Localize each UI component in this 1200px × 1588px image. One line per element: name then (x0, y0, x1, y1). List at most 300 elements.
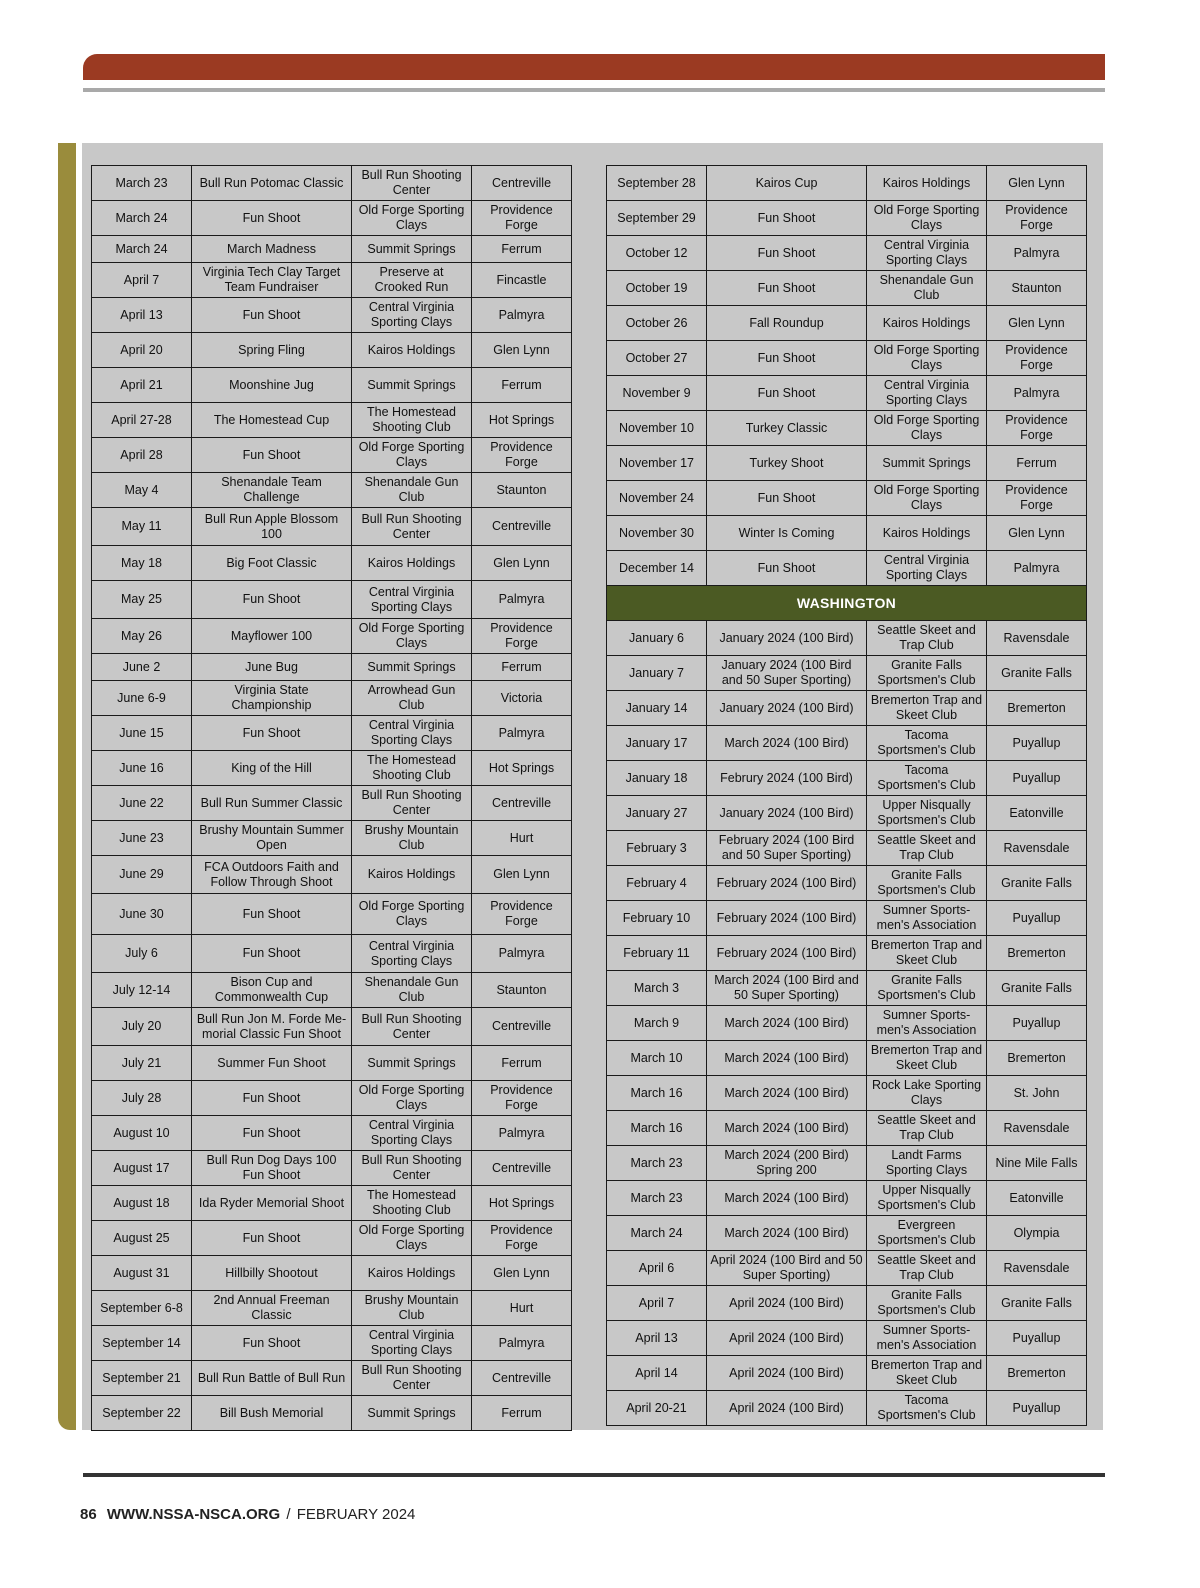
event-city: Staunton (987, 271, 1087, 306)
event-club: Bremerton Trap and Skeet Club (867, 691, 987, 726)
table-row (92, 1221, 572, 1256)
event-name: Bull Run Apple Blossom 100 (192, 508, 352, 546)
event-club: Preserve at Crooked Run (352, 263, 472, 298)
event-date: July 28 (92, 1081, 192, 1116)
event-name: Fun Shoot (707, 271, 867, 306)
table-row (92, 236, 572, 263)
event-date: August 10 (92, 1116, 192, 1151)
event-date: September 28 (607, 166, 707, 201)
event-city: Nine Mile Falls (987, 1146, 1087, 1181)
event-name: Fun Shoot (192, 201, 352, 236)
event-name: Bison Cup and Commonwealth Cup (192, 973, 352, 1008)
event-city: Glen Lynn (987, 516, 1087, 551)
event-city: Glen Lynn (472, 546, 572, 581)
event-name: Fun Shoot (192, 438, 352, 473)
event-name: Ida Ryder Memorial Shoot (192, 1186, 352, 1221)
event-name: Fun Shoot (192, 1116, 352, 1151)
event-city: Puyallup (987, 1006, 1087, 1041)
table-row (92, 263, 572, 298)
event-date: March 9 (607, 1006, 707, 1041)
table-row (607, 1356, 1087, 1391)
event-name: April 2024 (100 Bird) (707, 1391, 867, 1426)
event-city: Providence Forge (472, 438, 572, 473)
event-club: Shenandale Gun Club (867, 271, 987, 306)
table-row (92, 821, 572, 856)
event-name: April 2024 (100 Bird) (707, 1356, 867, 1391)
table-row (92, 894, 572, 935)
event-date: January 6 (607, 621, 707, 656)
event-club: Evergreen Sportsmen's Club (867, 1216, 987, 1251)
event-city: Bremerton (987, 1041, 1087, 1076)
header-color-bar (83, 54, 1105, 80)
event-name: March Madness (192, 236, 352, 263)
event-club: Old Forge Sporting Clays (352, 894, 472, 935)
page-footer (80, 1506, 415, 1523)
table-row (607, 1391, 1087, 1426)
event-name: Bull Run Jon M. Forde Me-morial Classic Fun Shoot (192, 1008, 352, 1046)
table-row (92, 403, 572, 438)
event-city: Hurt (472, 821, 572, 856)
event-name: Big Foot Classic (192, 546, 352, 581)
event-date: June 23 (92, 821, 192, 856)
event-name: Hillbilly Shootout (192, 1256, 352, 1291)
event-city: Bremerton (987, 1356, 1087, 1391)
event-club: Old Forge Sporting Clays (352, 201, 472, 236)
table-row (92, 1008, 572, 1046)
event-date: August 18 (92, 1186, 192, 1221)
event-city: Providence Forge (472, 619, 572, 654)
event-club: Central Virginia Sporting Clays (352, 298, 472, 333)
event-date: October 27 (607, 341, 707, 376)
event-club: Central Virginia Sporting Clays (867, 236, 987, 271)
event-name: The Homestead Cup (192, 403, 352, 438)
event-date: December 14 (607, 551, 707, 586)
table-row (607, 376, 1087, 411)
table-row (607, 516, 1087, 551)
event-city: Centreville (472, 166, 572, 201)
event-city: Bremerton (987, 936, 1087, 971)
event-club: Old Forge Sporting Clays (352, 1081, 472, 1116)
event-date: August 25 (92, 1221, 192, 1256)
event-name: January 2024 (100 Bird) (707, 621, 867, 656)
event-city: Ravensdale (987, 831, 1087, 866)
event-club: Seattle Skeet and Trap Club (867, 831, 987, 866)
header-rule (83, 88, 1105, 92)
event-date: November 30 (607, 516, 707, 551)
event-club: Brushy Mountain Club (352, 1291, 472, 1326)
event-name: Bull Run Battle of Bull Run (192, 1361, 352, 1396)
event-name: Fun Shoot (707, 376, 867, 411)
event-club: Old Forge Sporting Clays (867, 411, 987, 446)
event-club: Kairos Holdings (352, 856, 472, 894)
event-city: Providence Forge (472, 1221, 572, 1256)
event-name: June Bug (192, 654, 352, 681)
event-name: 2nd Annual Freeman Classic (192, 1291, 352, 1326)
table-row (92, 1081, 572, 1116)
event-city: Eatonville (987, 1181, 1087, 1216)
event-name: January 2024 (100 Bird) (707, 691, 867, 726)
event-date: February 10 (607, 901, 707, 936)
event-city: Palmyra (987, 236, 1087, 271)
event-club: Central Virginia Sporting Clays (867, 376, 987, 411)
event-city: Glen Lynn (472, 856, 572, 894)
table-row (607, 866, 1087, 901)
event-club: Summit Springs (352, 368, 472, 403)
table-row (607, 1286, 1087, 1321)
event-name: Fall Roundup (707, 306, 867, 341)
table-row (607, 936, 1087, 971)
event-city: Hot Springs (472, 403, 572, 438)
event-club: Bull Run Shooting Center (352, 1151, 472, 1186)
event-name: February 2024 (100 Bird) (707, 866, 867, 901)
table-row (92, 508, 572, 546)
event-club: The Homestead Shooting Club (352, 751, 472, 786)
event-date: April 21 (92, 368, 192, 403)
table-row (92, 201, 572, 236)
event-name: January 2024 (100 Bird and 50 Super Sporting) (707, 656, 867, 691)
table-row (92, 619, 572, 654)
event-city: Providence Forge (987, 201, 1087, 236)
table-row (92, 716, 572, 751)
event-city: Glen Lynn (472, 1256, 572, 1291)
table-row (607, 796, 1087, 831)
event-club: Kairos Holdings (867, 166, 987, 201)
event-club: Kairos Holdings (352, 546, 472, 581)
event-name: February 2024 (100 Bird) (707, 901, 867, 936)
event-club: Old Forge Sporting Clays (352, 438, 472, 473)
event-city: Providence Forge (472, 201, 572, 236)
event-name: FCA Outdoors Faith and Follow Through Shoot (192, 856, 352, 894)
table-row (607, 621, 1087, 656)
issue-date: FEBRUARY 2024 (296, 1506, 416, 1523)
table-row (607, 1146, 1087, 1181)
event-date: March 3 (607, 971, 707, 1006)
table-row (92, 786, 572, 821)
table-row (607, 201, 1087, 236)
event-club: Granite Falls Sportsmen's Club (867, 866, 987, 901)
event-club: Summit Springs (352, 236, 472, 263)
event-date: September 6-8 (92, 1291, 192, 1326)
website-link[interactable]: WWW.NSSA-NSCA.ORG (106, 1506, 281, 1523)
table-row (92, 166, 572, 201)
event-city: Ferrum (472, 654, 572, 681)
event-club: Central Virginia Sporting Clays (867, 551, 987, 586)
event-club: The Homestead Shooting Club (352, 403, 472, 438)
event-city: Puyallup (987, 1391, 1087, 1426)
event-date: April 6 (607, 1251, 707, 1286)
event-city: Providence Forge (472, 1081, 572, 1116)
table-row (607, 831, 1087, 866)
table-row (92, 1046, 572, 1081)
event-city: Providence Forge (472, 894, 572, 935)
event-name: March 2024 (200 Bird) Spring 200 (707, 1146, 867, 1181)
event-club: Bremerton Trap and Skeet Club (867, 1041, 987, 1076)
event-club: Summit Springs (352, 1396, 472, 1431)
event-name: Shenandale Team Challenge (192, 473, 352, 508)
event-club: Rock Lake Sporting Clays (867, 1076, 987, 1111)
event-city: Fincastle (472, 263, 572, 298)
table-row (607, 971, 1087, 1006)
event-name: Fun Shoot (707, 551, 867, 586)
event-date: July 12-14 (92, 973, 192, 1008)
table-row (607, 446, 1087, 481)
event-date: March 23 (607, 1181, 707, 1216)
event-club: Summit Springs (352, 1046, 472, 1081)
event-name: Moonshine Jug (192, 368, 352, 403)
event-date: June 2 (92, 654, 192, 681)
event-date: September 14 (92, 1326, 192, 1361)
table-row (92, 654, 572, 681)
event-name: Bull Run Potomac Classic (192, 166, 352, 201)
event-club: Tacoma Sportsmen's Club (867, 726, 987, 761)
event-club: Bremerton Trap and Skeet Club (867, 936, 987, 971)
event-name: Brushy Mountain Summer Open (192, 821, 352, 856)
event-city: Granite Falls (987, 1286, 1087, 1321)
table-row (607, 1111, 1087, 1146)
event-city: Palmyra (472, 298, 572, 333)
state-heading-row (607, 586, 1087, 621)
event-name: January 2024 (100 Bird) (707, 796, 867, 831)
event-date: March 16 (607, 1111, 707, 1146)
event-club: Old Forge Sporting Clays (352, 619, 472, 654)
table-row (607, 1321, 1087, 1356)
event-club: Kairos Holdings (867, 306, 987, 341)
event-date: June 22 (92, 786, 192, 821)
event-city: Centreville (472, 786, 572, 821)
event-date: June 15 (92, 716, 192, 751)
table-row (92, 1291, 572, 1326)
event-date: March 24 (92, 236, 192, 263)
table-row (607, 1041, 1087, 1076)
table-row (607, 341, 1087, 376)
table-row (92, 1396, 572, 1431)
event-club: Granite Falls Sportsmen's Club (867, 656, 987, 691)
event-name: Mayflower 100 (192, 619, 352, 654)
event-date: July 20 (92, 1008, 192, 1046)
table-row (607, 411, 1087, 446)
event-date: August 17 (92, 1151, 192, 1186)
event-club: Upper Nisqually Sportsmen's Club (867, 796, 987, 831)
event-date: October 19 (607, 271, 707, 306)
event-name: Turkey Classic (707, 411, 867, 446)
event-date: June 30 (92, 894, 192, 935)
event-date: July 21 (92, 1046, 192, 1081)
event-city: Centreville (472, 1008, 572, 1046)
table-row (607, 656, 1087, 691)
event-name: Bill Bush Memorial (192, 1396, 352, 1431)
event-date: May 4 (92, 473, 192, 508)
event-city: Puyallup (987, 901, 1087, 936)
event-club: Bull Run Shooting Center (352, 1361, 472, 1396)
table-row (92, 298, 572, 333)
schedule-table-left (91, 165, 572, 1431)
event-date: July 6 (92, 935, 192, 973)
table-row (607, 306, 1087, 341)
table-row (92, 856, 572, 894)
event-name: Fun Shoot (192, 1326, 352, 1361)
event-city: Hurt (472, 1291, 572, 1326)
event-date: September 22 (92, 1396, 192, 1431)
table-row (92, 473, 572, 508)
event-city: Bremerton (987, 691, 1087, 726)
table-row (92, 935, 572, 973)
event-name: Winter Is Coming (707, 516, 867, 551)
event-city: St. John (987, 1076, 1087, 1111)
event-name: February 2024 (100 Bird) (707, 936, 867, 971)
event-city: Glen Lynn (987, 306, 1087, 341)
event-date: April 7 (92, 263, 192, 298)
event-club: Arrowhead Gun Club (352, 681, 472, 716)
event-city: Staunton (472, 473, 572, 508)
event-name: Bull Run Summer Classic (192, 786, 352, 821)
table-row (607, 901, 1087, 936)
table-row (607, 1216, 1087, 1251)
event-name: Turkey Shoot (707, 446, 867, 481)
event-date: September 21 (92, 1361, 192, 1396)
event-name: Fun Shoot (192, 1081, 352, 1116)
table-row (607, 726, 1087, 761)
event-date: March 24 (92, 201, 192, 236)
event-name: Februry 2024 (100 Bird) (707, 761, 867, 796)
event-date: February 11 (607, 936, 707, 971)
event-city: Providence Forge (987, 481, 1087, 516)
event-club: Bull Run Shooting Center (352, 1008, 472, 1046)
event-name: March 2024 (100 Bird) (707, 1041, 867, 1076)
table-row (92, 1256, 572, 1291)
event-date: October 26 (607, 306, 707, 341)
table-row (92, 546, 572, 581)
table-row (92, 368, 572, 403)
event-name: Virginia Tech Clay Target Team Fundraiser (192, 263, 352, 298)
table-row (607, 236, 1087, 271)
event-date: January 7 (607, 656, 707, 691)
event-city: Granite Falls (987, 866, 1087, 901)
event-name: Spring Fling (192, 333, 352, 368)
event-club: Sumner Sports-men's Association (867, 901, 987, 936)
event-city: Ravensdale (987, 1111, 1087, 1146)
event-date: February 4 (607, 866, 707, 901)
event-date: March 16 (607, 1076, 707, 1111)
event-date: January 17 (607, 726, 707, 761)
table-row (607, 551, 1087, 586)
event-name: April 2024 (100 Bird) (707, 1286, 867, 1321)
event-date: May 25 (92, 581, 192, 619)
event-city: Puyallup (987, 726, 1087, 761)
table-row (607, 1251, 1087, 1286)
event-name: March 2024 (100 Bird) (707, 726, 867, 761)
event-club: Sumner Sports-men's Association (867, 1006, 987, 1041)
event-club: Old Forge Sporting Clays (867, 341, 987, 376)
event-name: Kairos Cup (707, 166, 867, 201)
event-city: Granite Falls (987, 656, 1087, 691)
event-city: Centreville (472, 1151, 572, 1186)
event-club: Bull Run Shooting Center (352, 786, 472, 821)
table-row (607, 271, 1087, 306)
event-name: Bull Run Dog Days 100 Fun Shoot (192, 1151, 352, 1186)
event-club: Seattle Skeet and Trap Club (867, 621, 987, 656)
event-date: April 27-28 (92, 403, 192, 438)
event-city: Ferrum (472, 1046, 572, 1081)
schedule-table-right (606, 165, 1087, 1426)
event-club: Upper Nisqually Sportsmen's Club (867, 1181, 987, 1216)
event-club: Sumner Sports-men's Association (867, 1321, 987, 1356)
event-name: April 2024 (100 Bird) (707, 1321, 867, 1356)
footer-separator: / (286, 1506, 291, 1523)
event-date: May 18 (92, 546, 192, 581)
table-row (607, 481, 1087, 516)
table-row (92, 973, 572, 1008)
table-row (92, 1116, 572, 1151)
event-name: April 2024 (100 Bird and 50 Super Sporting) (707, 1251, 867, 1286)
event-name: March 2024 (100 Bird) (707, 1006, 867, 1041)
event-club: Kairos Holdings (352, 1256, 472, 1291)
event-club: Bull Run Shooting Center (352, 166, 472, 201)
event-club: Central Virginia Sporting Clays (352, 1326, 472, 1361)
event-name: Fun Shoot (192, 298, 352, 333)
event-date: November 10 (607, 411, 707, 446)
table-row (92, 333, 572, 368)
event-club: Central Virginia Sporting Clays (352, 581, 472, 619)
event-club: Shenandale Gun Club (352, 973, 472, 1008)
event-name: Summer Fun Shoot (192, 1046, 352, 1081)
event-name: Fun Shoot (707, 341, 867, 376)
event-date: August 31 (92, 1256, 192, 1291)
event-club: Old Forge Sporting Clays (867, 201, 987, 236)
event-name: March 2024 (100 Bird) (707, 1076, 867, 1111)
event-name: Fun Shoot (192, 935, 352, 973)
event-club: Old Forge Sporting Clays (867, 481, 987, 516)
event-city: Ferrum (472, 1396, 572, 1431)
event-city: Palmyra (987, 551, 1087, 586)
event-date: May 11 (92, 508, 192, 546)
event-date: April 20 (92, 333, 192, 368)
event-club: Granite Falls Sportsmen's Club (867, 1286, 987, 1321)
event-city: Ferrum (472, 368, 572, 403)
event-club: Kairos Holdings (352, 333, 472, 368)
event-club: Landt Farms Sporting Clays (867, 1146, 987, 1181)
event-club: Bremerton Trap and Skeet Club (867, 1356, 987, 1391)
event-name: Fun Shoot (707, 481, 867, 516)
event-club: Tacoma Sportsmen's Club (867, 761, 987, 796)
event-date: January 18 (607, 761, 707, 796)
event-name: February 2024 (100 Bird and 50 Super Sporting) (707, 831, 867, 866)
event-date: November 24 (607, 481, 707, 516)
event-name: March 2024 (100 Bird) (707, 1111, 867, 1146)
event-club: Central Virginia Sporting Clays (352, 935, 472, 973)
event-date: March 23 (607, 1146, 707, 1181)
event-city: Providence Forge (987, 341, 1087, 376)
table-row (92, 438, 572, 473)
event-city: Glen Lynn (472, 333, 572, 368)
event-city: Puyallup (987, 1321, 1087, 1356)
event-city: Ravensdale (987, 621, 1087, 656)
table-row (607, 1076, 1087, 1111)
table-row (607, 1006, 1087, 1041)
event-date: January 14 (607, 691, 707, 726)
event-name: Fun Shoot (707, 236, 867, 271)
table-row (92, 1186, 572, 1221)
event-name: Virginia State Championship (192, 681, 352, 716)
event-date: April 13 (607, 1321, 707, 1356)
event-city: Providence Forge (987, 411, 1087, 446)
event-city: Staunton (472, 973, 572, 1008)
event-name: King of the Hill (192, 751, 352, 786)
event-club: Summit Springs (352, 654, 472, 681)
table-row (92, 681, 572, 716)
table-row (92, 751, 572, 786)
table-row (92, 581, 572, 619)
table-row (607, 761, 1087, 796)
